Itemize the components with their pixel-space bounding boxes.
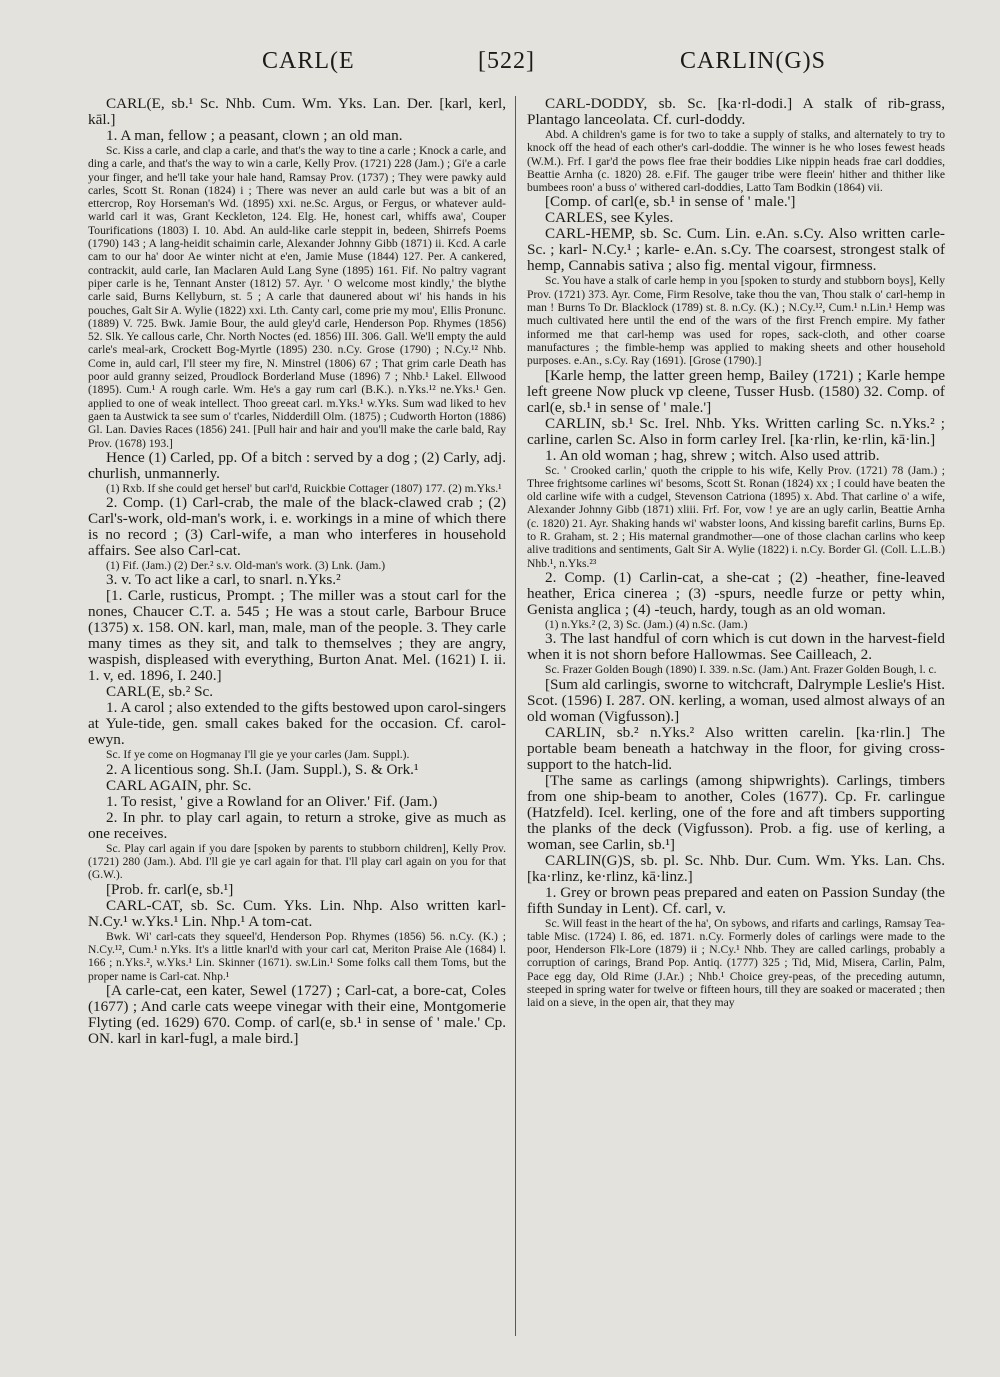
entry-paragraph: [Prob. fr. carl(e, sb.¹]	[106, 880, 234, 898]
header-left-guideword: CARL(E	[262, 48, 355, 74]
citation-paragraph: (1) Fif. (Jam.) (2) Der.² s.v. Old-man's work. (3) Lnk. (Jam.)	[106, 559, 386, 573]
entry-paragraph: 1. A carol ; also extended to the gifts bestowed upon carol-singers at Yule-tide, gen. small cakes baked for the occasion. Cf. carol-ewyn.	[88, 699, 506, 749]
entry-paragraph: [1. Carle, rusticus, Prompt. ; The miller was a stout carl for the nones, Chaucer C.T. a. 545 ; He was a stout carle, Barbour Bruce (1375) x. 158. ON. karl, man, male, man of the people. 3. They carle many times as they sit, and talk to themselves ; they are angry, waspish, displeased with everything, Burton Anat. Mel. (1621) I. ii. 1. v, ed. 1896, I. 240.]	[88, 587, 506, 685]
entry-paragraph: CARL-HEMP, sb. Sc. Cum. Lin. e.An. s.Cy. Also written carle- Sc. ; karl- N.Cy.¹ ; karle- e.An. s.Cy. The coarsest, strongest stalk of hemp, Cannabis sativa ; also fig. mental vigour, firmness.	[527, 225, 945, 275]
entry-paragraph: CARLIN, sb.¹ Sc. Irel. Nhb. Yks. Written carling Sc. n.Yks.² ; carline, carlen Sc. Also in form carley Irel. [ka·rlin, ke·rlin, kā·lin.]	[527, 414, 945, 448]
entry-paragraph: 1. A man, fellow ; a peasant, clown ; an old man.	[106, 127, 403, 144]
entry-paragraph: 1. To resist, ' give a Rowland for an Oliver.' Fif. (Jam.)	[106, 792, 438, 810]
entry-paragraph: 3. v. To act like a carl, to snarl. n.Yks.²	[106, 571, 341, 589]
entry-paragraph: CARL(E, sb.¹ Sc. Nhb. Cum. Wm. Yks. Lan. Der. [karl, kerl, kāl.]	[88, 96, 506, 128]
entry-paragraph: CARL(E, sb.² Sc.	[106, 683, 214, 701]
citation-paragraph: Sc. ' Crooked carlin,' quoth the cripple to his wife, Kelly Prov. (1721) 78 (Jam.) ; Three frightsome carlines wi' besoms, Scott St. Ronan (1824) xx ; I could have beaten the old carline wife with a cudgel, Stevenson Catriona (1895) x. Abd. That carline o' a wife, Alexander Johnny Gibb (1871) xliii. Frf. For, vow ! ye are an ugly carlin, Beattie Arnha (c. 1820) 21. Ayr. Shaking hands wi' wabster loons, And kissing barefit carlins, Burns Ep. to R. Graham, st. 2 ; His maternal grandmother—one of those clachan carlins who keep alive traditions and sentiments, Galt Sir A. Wylie (1822) i. n.Cy. Border Gl. (Coll. L.L.B.) Nhb.¹, n.Yks.²³	[527, 463, 945, 570]
entry-paragraph: [Karle hemp, the latter green hemp, Bailey (1721) ; Karle hempe left greene Now pluck vp cleene, Tusser Husb. (1580) 32. Comp. of carl(e, sb.¹ in sense of ' male.']	[527, 366, 945, 416]
entry-paragraph: CARLES, see Kyles.	[545, 209, 674, 227]
entry-paragraph: 1. Grey or brown peas prepared and eaten on Passion Sunday (the fifth Sunday in Lent). Cf. carl, v.	[527, 883, 945, 917]
running-header	[0, 48, 1000, 88]
entry-paragraph: CARL AGAIN, phr. Sc.	[106, 776, 252, 794]
citation-paragraph: (1) n.Yks.² (2, 3) Sc. (Jam.) (4) n.Sc. (Jam.)	[545, 617, 748, 631]
citation-paragraph: Sc. You have a stalk of carle hemp in you [spoken to sturdy and stubborn boys], Kelly Prov. (1721) 373. Ayr. Come, Firm Resolve, take thou the van, Thou stalk o' carl-hemp in man ! Burns To Dr. Blacklock (1789) st. 8. n.Cy. (K.) ; N.Cy.¹², Cum.¹ n.Lin.¹ Hemp was much cultivated here until the end of the wars of the first French empire. My father informed me that carl-hemp was used for ropes, sack-cloth, and other coarse manufactures ; the fimble-hemp was applied to making sheets and other household purposes. e.An., s.Cy. Ray (1691). [Grose (1790).]	[527, 274, 945, 368]
citation-paragraph: Bwk. Wi' carl-cats they squeel'd, Henderson Pop. Rhymes (1856) 56. n.Cy. (K.) ; N.Cy.¹², Cum.¹ n.Yks. It's a little knarl'd with your carl cat, Meriton Praise Ale (1684) l. 166 ; n.Yks.², w.Yks.¹ Lin. Skinner (1671). sw.Lin.¹ Some folks call them Toms, but the proper name is Carl-cat. Nhp.¹	[88, 929, 506, 983]
entry-paragraph: CARL-DODDY, sb. Sc. [ka·rl-dodi.] A stalk of rib-grass, Plantago lanceolata. Cf. curl-doddy.	[527, 96, 945, 128]
entry-paragraph: [The same as carlings (among shipwrights). Carlings, timbers from one ship-beam to another, Coles (1677). Cp. Fr. carlingue (Hatzfeld). Icel. kerling, one of the fore and aft timbers supporting the planks of the deck (Vigfusson). Prob. a fig. use of kerling, a woman, see Carlin, sb.¹]	[527, 771, 945, 853]
entry-paragraph: 2. In phr. to play carl again, to return a stroke, give as much as one receives.	[88, 808, 506, 842]
entry-paragraph: [Comp. of carl(e, sb.¹ in sense of ' male.']	[545, 193, 796, 211]
citation-paragraph: Sc. Frazer Golden Bough (1890) I. 339. n.Sc. (Jam.) Ant. Frazer Golden Bough, l. c.	[545, 663, 937, 677]
entry-paragraph: CARL-CAT, sb. Sc. Cum. Yks. Lin. Nhp. Also written karl- N.Cy.¹ w.Yks.¹ Lin. Nhp.¹ A tom-cat.	[88, 896, 506, 930]
citation-paragraph: Sc. Will feast in the heart of the ha', On sybows, and rifarts and carlings, Ramsay Tea-table Misc. (1724) I. 86, ed. 1871. n.Cy. Formerly doles of carlings were made to the poor, Henderson Flk-Lore (1879) ii ; N.Cy.¹ Nhb. They are called carlings, probably a corruption of carings, Brand Pop. Antiq. (1777) 325 ; Tid, Mid, Misera, Carlin, Palm, Pace egg day, Old Rime (J.Ar.) ; Nhb.¹ Choice grey-peas, of the preceding autumn, steeped in spring water for twelve or fifteen hours, till they are soaked or macerated ; then laid on a sieve, in the open air, that they may	[527, 916, 945, 1010]
column-divider	[515, 96, 516, 1336]
right-column	[527, 96, 945, 1336]
entry-paragraph: CARLIN, sb.² n.Yks.² Also written carelin. [ka·rlin.] The portable beam beneath a hatchway in the floor, for giving cross-support to the hatch-lid.	[527, 723, 945, 773]
citation-paragraph: Sc. Kiss a carle, and clap a carle, and that's the way to tine a carle ; Knock a carle, and ding a carle, and that's the way to win a carle, Kelly Prov. (1721) 228 (Jam.) ; Gi'e a carle your finger, and he'll take your hale hand, Ramsay Prov. (1737) ; They were pawky auld carles, Scott St. Ronan (1824) i ; There was never an auld carle but was a bit of an ettercrop, Roy Horseman's Wd. (1895) xxi. ne.Sc. Argus, or Fergus, or whatever auld-warld carl it was, Grant Keckleton, 124. Elg. He, honest carl, whiffs awa', Couper Tourifications (1803) I. 10. Abd. An auld-like carle steppit in, bedeen, Shirrefs Poems (1790) 143 ; A lang-heidit schaimin carle, Alexander Johnny Gibb (1871) ii. Kcd. A carle cam to our ha' door Ae winter nicht at e'en, Jamie Muse (1844) 127. Per. A cankered, contrackit, auld carle, Ian Maclaren Auld Lang Syne (1895) 161. Fif. No paltry vagrant piper carle is he, Tennant Anster (1812) 57. Ayr. ' O welcome most kindly,' the blythe carle said, Burns Kellyburn, st. 5 ; A carle that daunered about wi' his hands in his pouches, Galt Sir A. Wylie (1822) xxi. Lth. Canty carl, come prie my mou', Ellis Pronunc. (1889) V. 725. Bwk. Jamie Bour, the auld gley'd carle, Henderson Pop. Rhymes (1856) 52. Slk. Ye callous carle, Chr. North Noctes (ed. 1856) III. 306. Gall. We'll empty the auld carle's meal-ark, Crockett Bog-Myrtle (1895) 230. n.Cy. Grose (1790) ; N.Cy.¹² Nhb. Come in, auld carl, I'll steer my fire, N. Minstrel (1806) 67 ; That grim carle Death has poor auld granny seized, Proudlock Borderland Muse (1896) 7 ; Nhb.¹ Lakel. Ellwood (1895). Cum.¹ A rough carle. Wm. He's a gay rum carl (B.K.). n.Yks.¹² ne.Yks.¹ Gen. applied to one of weak intellect. Thoo greeat carl. m.Yks.¹ w.Yks. Sum wad liked to hev gaen ta Austwick ta see sum o' t'carles, Nidderdill Olm. (1875) ; Cudworth Horton (1886) Gl. Lan. Davies Races (1856) 241. [Pull hair and hair and you'll make the carle bald, Ray Prov. (1678) 193.]	[88, 144, 506, 450]
entry-paragraph: 2. A licentious song. Sh.I. (Jam. Suppl.), S. & Ork.¹	[106, 760, 419, 778]
entry-paragraph: CARLIN(G)S, sb. pl. Sc. Nhb. Dur. Cum. Wm. Yks. Lan. Chs. [ka·rlinz, ke·rlinz, kā·linz.]	[527, 851, 945, 885]
citation-paragraph: Sc. If ye come on Hogmanay I'll gie ye your carles (Jam. Suppl.).	[106, 748, 410, 762]
entry-paragraph: [Sum ald carlingis, sworne to witchcraft, Dalrymple Leslie's Hist. Scot. (1596) I. 287. ON. kerling, a woman, used almost always of an old woman (Vigfusson).]	[527, 675, 945, 725]
header-right-guideword: CARLIN(G)S	[680, 48, 826, 74]
citation-paragraph: Abd. A children's game is for two to take a supply of stalks, and alternately to try to knock off the head of each other's carl-doddie. The winner is he who loses fewest heads (W.M.). Frf. I gar'd the pows flee frae their boddies Like nippin heads frae carl doddies, Beattie Arnha (c. 1820) 28. e.Fif. The gauger tribe were fleein' hither and thither like bumbees roon' a buss o' withered carl-doddies, Latto Tam Bodkin (1864) vii.	[527, 128, 945, 195]
entry-paragraph: 1. An old woman ; hag, shrew ; witch. Also used attrib.	[545, 446, 880, 464]
entry-paragraph: 3. The last handful of corn which is cut down in the harvest-field when it is not shorn before Hallowmas. See Cailleach, 2.	[527, 630, 945, 664]
entry-paragraph: Hence (1) Carled, pp. Of a bitch : served by a dog ; (2) Carly, adj. churlish, unmannerly.	[88, 448, 506, 482]
entry-paragraph: [A carle-cat, een kater, Sewel (1727) ; Carl-cat, a bore-cat, Coles (1677) ; And carle cats weepe vinegar with their eine, Montgomerie Flyting (ed. 1629) 670. Comp. of carl(e, sb.¹ in sense of ' male.' Cp. ON. karl in karl-fugl, a male bird.]	[88, 981, 506, 1047]
citation-paragraph: (1) Rxb. If she could get hersel' but carl'd, Ruickbie Cottager (1807) 177. (2) m.Yks.¹	[106, 481, 502, 495]
entry-paragraph: 2. Comp. (1) Carlin-cat, a she-cat ; (2) -heather, fine-leaved heather, Erica cinerea ; (3) -spurs, needle furze or petty whin, Genista anglica ; (4) -teuch, hardy, tough as an old woman.	[527, 568, 945, 618]
entry-paragraph: 2. Comp. (1) Carl-crab, the male of the black-clawed crab ; (2) Carl's-work, old-man's work, i. e. workings in a mine of which there is no record ; (3) Carl-wife, a man who interferes in household affairs. See also Carl-cat.	[88, 494, 506, 560]
left-column	[88, 96, 506, 1336]
page-number: [522]	[478, 48, 535, 74]
citation-paragraph: Sc. Play carl again if you dare [spoken by parents to stubborn children], Kelly Prov. (1721) 280 (Jam.). Abd. I'll gie ye carl again for that. I'll play carl again on you for that (G.W.).	[88, 841, 506, 882]
